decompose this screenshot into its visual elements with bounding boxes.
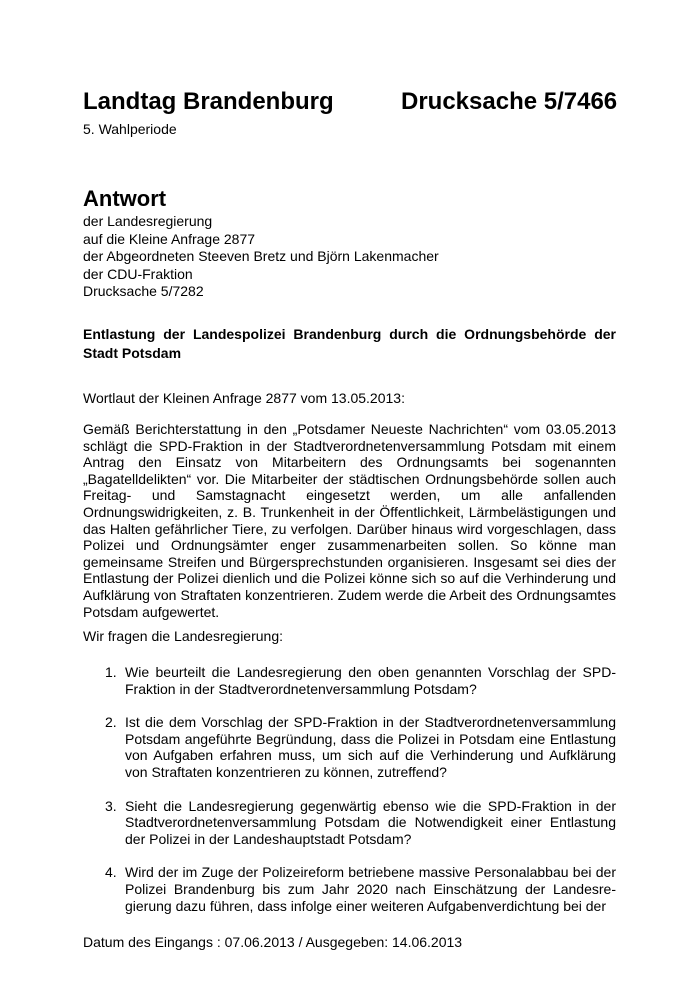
document-number: Drucksache 5/7466 — [401, 88, 618, 115]
question-number: 1. — [105, 664, 117, 680]
inquiry-body-paragraph: Gemäß Berichterstattung in den „Potsdamer Neueste Nachrichten“ vom 03.05.2013 schlägt die SPD-Fraktion in der Stadtverordnetenversammlung Potsdam mit einem Antrag den Einsatz von Mitarbeitern des Ordnungsamts bei sogenannten „Bagatelldelikten“ vor. Die Mitarbeiter der städtischen Ordnungsbehörde sollen auch Freitag- und Samstagnacht eingesetzt werden, um alle anfallenden Ordnungswidrigkeiten, z. B. Trunkenheit in der Öffentlichkeit, Lärmbelästigungen und das Halten gefährlicher Tiere, zu verfolgen. Darüber hinaus wird vorgeschlagen, dass Polizei und Ordnungsämter enger zusammenarbeiten sollen. So könne man gemeinsame Streifen und Bürgersprechstunden organisieren. Insgesamt sei dies der Entlastung der Polizei dienlich und die Polizei könne sich so auf die Verhinderung und Aufklärung von Straftaten konzentrieren. Zudem werde die Arbeit des Ordnungsamtes Potsdam aufgewertet. — [83, 421, 616, 620]
receipt-date-footer: Datum des Eingangs : 07.06.2013 / Ausgegeben: 14.06.2013 — [83, 934, 463, 950]
parliament-name: Landtag Brandenburg — [83, 88, 334, 115]
question-text: Wird der im Zuge der Polizeireform betriebene massive Personalabbau bei der Polizei Brandenburg bis zum Jahr 2020 nach Einschätzung der Landesregierung dazu führen, dass infolge einer weiteren Aufgabenverdichtung bei der — [125, 864, 616, 914]
question-number: 4. — [105, 864, 117, 881]
question-text: Wie beurteilt die Landesregierung den oben genannten Vorschlag der SPD-Fraktion in der Stadtverordnetenversammlung Potsdam? — [125, 664, 616, 697]
document-header — [83, 88, 623, 122]
question-text: Sieht die Landesregierung gegenwärtig ebenso wie die SPD-Fraktion in der Stadtverordnetenversammlung Potsdam die Notwendigkeit einer Entlastung der Polizei in der Landeshauptstadt Potsdam? — [125, 797, 616, 847]
answer-detail-line: Drucksache 5/7282 — [83, 283, 204, 299]
legislative-period: 5. Wahlperiode — [83, 121, 177, 137]
subject-heading: Entlastung der Landespolizei Brandenburg durch die Ordnungsbehörde der Stadt Potsdam — [83, 326, 616, 361]
answer-detail-line: der CDU-Fraktion — [83, 265, 193, 282]
question-text: Ist die dem Vorschlag der SPD-Fraktion in der Stadtverordnetenversammlung Potsdam angeführte Begründung, dass die Polizei in Potsdam eine Entlastung von Aufgaben erfahren muss, um sich auf die Verhinderung und Aufklärung von Straftaten konzentrieren zu können, zutreffend? — [125, 714, 616, 780]
question-number: 3. — [105, 797, 117, 814]
inquiry-wording-label: Wortlaut der Kleinen Anfrage 2877 vom 13.05.2013: — [83, 390, 405, 406]
answer-detail-line: der Landesregierung — [83, 213, 213, 229]
answer-detail-line: auf die Kleine Anfrage 2877 — [83, 230, 256, 247]
answer-details — [83, 213, 439, 301]
question-item — [105, 864, 616, 914]
questions-intro: Wir fragen die Landesregierung: — [83, 628, 284, 644]
question-item — [105, 664, 616, 697]
question-item — [105, 714, 616, 780]
question-item — [105, 798, 616, 848]
question-list — [105, 664, 616, 931]
answer-title: Antwort — [83, 186, 167, 211]
answer-detail-line: der Abgeordneten Steeven Bretz und Björn Lakenmacher — [83, 248, 439, 264]
question-number: 2. — [105, 714, 117, 731]
